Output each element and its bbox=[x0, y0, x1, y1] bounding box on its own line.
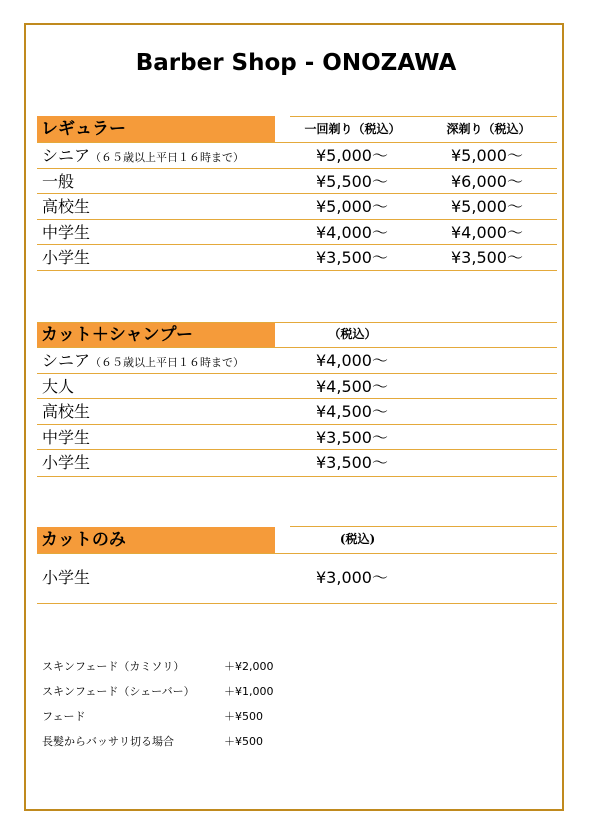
rule bbox=[37, 603, 557, 604]
row-label: 中学生 bbox=[42, 223, 91, 242]
section-header-regular: レギュラー bbox=[37, 116, 275, 142]
table-row bbox=[37, 348, 557, 373]
extra-label: 長髪からバッサリ切る場合 bbox=[42, 735, 174, 748]
table-row bbox=[37, 169, 557, 194]
table-row bbox=[37, 220, 557, 245]
table-row bbox=[37, 450, 557, 475]
column-header-single-shave: 一回剃り（税込） bbox=[304, 122, 401, 136]
table-row bbox=[37, 143, 557, 168]
extra-label: スキンフェード（カミソリ） bbox=[42, 660, 185, 673]
column-header-tax-included: （税込） bbox=[328, 327, 377, 341]
list-item bbox=[42, 660, 274, 674]
price-deep-shave: ¥6,000〜 bbox=[451, 172, 523, 191]
row-label: シニア bbox=[42, 146, 91, 165]
section-header-cut-shampoo: カット＋シャンプー bbox=[37, 323, 275, 347]
table-row bbox=[37, 399, 557, 424]
price-cut-shampoo: ¥3,500〜 bbox=[316, 428, 388, 447]
row-label: 大人 bbox=[42, 377, 75, 396]
list-item bbox=[42, 685, 274, 699]
price-deep-shave: ¥5,000〜 bbox=[451, 146, 523, 165]
price-deep-shave: ¥3,500〜 bbox=[451, 248, 523, 267]
price-cut-shampoo: ¥3,500〜 bbox=[316, 453, 388, 472]
table-row bbox=[37, 245, 557, 270]
extra-label: スキンフェード（シェーバー） bbox=[42, 685, 195, 698]
column-header-deep-shave: 深剃り（税込） bbox=[446, 122, 531, 136]
row-label: 小学生 bbox=[42, 248, 91, 267]
table-row bbox=[37, 194, 557, 219]
row-note: （６５歳以上平日１６時まで） bbox=[90, 356, 245, 369]
extra-price: ＋¥2,000 bbox=[224, 660, 274, 673]
price-cut-only: ¥3,000〜 bbox=[316, 568, 388, 587]
column-header-tax-included: (税込) bbox=[339, 532, 376, 546]
list-item bbox=[42, 735, 263, 749]
rule bbox=[37, 476, 557, 477]
page-title: Barber Shop - ONOZAWA bbox=[135, 50, 457, 76]
rule bbox=[37, 553, 557, 554]
row-label: 中学生 bbox=[42, 428, 91, 447]
price-cut-shampoo: ¥4,500〜 bbox=[316, 377, 388, 396]
price-single-shave: ¥5,500〜 bbox=[316, 172, 388, 191]
row-label: 一般 bbox=[42, 172, 75, 191]
list-item bbox=[42, 710, 263, 724]
price-cut-shampoo: ¥4,000〜 bbox=[316, 351, 388, 370]
row-label: 高校生 bbox=[42, 197, 91, 216]
price-single-shave: ¥5,000〜 bbox=[316, 146, 388, 165]
table-row bbox=[37, 565, 557, 590]
table-row bbox=[37, 425, 557, 450]
rule bbox=[290, 116, 557, 117]
price-deep-shave: ¥5,000〜 bbox=[451, 197, 523, 216]
extra-price: ＋¥500 bbox=[224, 710, 263, 723]
row-label: 高校生 bbox=[42, 402, 91, 421]
price-cut-shampoo: ¥4,500〜 bbox=[316, 402, 388, 421]
price-deep-shave: ¥4,000〜 bbox=[451, 223, 523, 242]
row-note: （６５歳以上平日１６時まで） bbox=[90, 151, 245, 164]
price-single-shave: ¥4,000〜 bbox=[316, 223, 388, 242]
price-single-shave: ¥3,500〜 bbox=[316, 248, 388, 267]
table-row bbox=[37, 374, 557, 399]
section-header-cut-only: カットのみ bbox=[37, 527, 275, 553]
row-label: 小学生 bbox=[42, 568, 91, 587]
extra-price: ＋¥500 bbox=[224, 735, 263, 748]
extra-label: フェード bbox=[42, 710, 86, 723]
row-label: シニア bbox=[42, 351, 91, 370]
price-single-shave: ¥5,000〜 bbox=[316, 197, 388, 216]
extra-price: ＋¥1,000 bbox=[224, 685, 274, 698]
rule bbox=[37, 270, 557, 271]
row-label: 小学生 bbox=[42, 453, 91, 472]
